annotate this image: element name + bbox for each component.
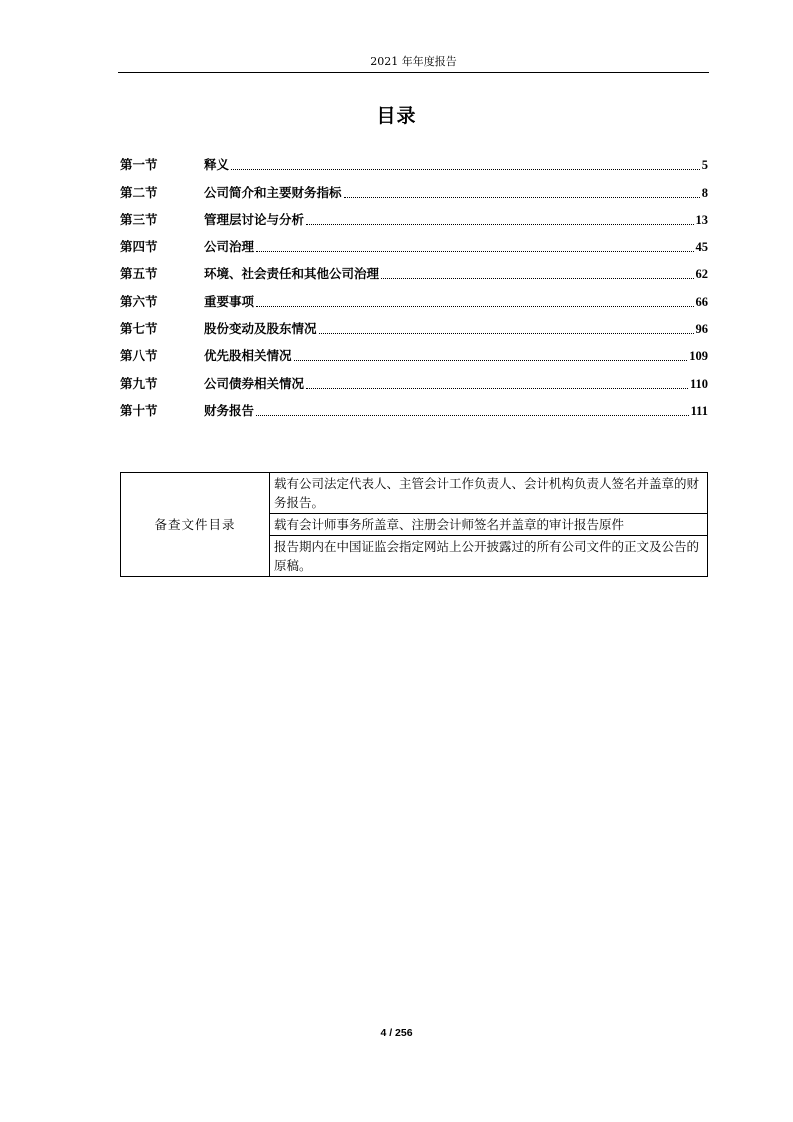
toc-page-number: 111: [690, 403, 708, 418]
toc-entry[interactable]: [120, 228, 708, 255]
toc-page-number: 13: [695, 212, 708, 227]
toc-entry[interactable]: [120, 337, 708, 364]
toc-page-number: 96: [695, 322, 708, 337]
toc-page-number: 45: [695, 240, 708, 255]
toc-entry[interactable]: [120, 173, 708, 200]
toc-page-number: 8: [701, 185, 708, 200]
toc-leader-dots: [344, 196, 700, 198]
toc-leader-dots: [256, 305, 693, 307]
toc-page-number: 110: [689, 376, 708, 391]
toc-page-number: 66: [695, 294, 708, 309]
toc-section-title: 重要事项: [204, 293, 255, 309]
reference-document-item: 载有公司法定代表人、主管会计工作负责人、会计机构负责人签名并盖章的财务报告。: [270, 473, 708, 514]
toc-section-number: 第五节: [120, 266, 158, 282]
table-row: [121, 473, 708, 514]
toc-section-title: 管理层讨论与分析: [204, 211, 305, 227]
toc-entry[interactable]: [120, 282, 708, 309]
reference-documents-table: [120, 472, 708, 577]
toc-leader-dots: [256, 250, 693, 252]
toc-section-title: 优先股相关情况: [204, 348, 292, 364]
reference-document-item: 报告期内在中国证监会指定网站上公开披露过的所有公司文件的正文及公告的原稿。: [270, 536, 708, 577]
toc-section-number: 第三节: [120, 211, 158, 227]
toc-entry[interactable]: [120, 310, 708, 337]
toc-section-title: 公司简介和主要财务指标: [204, 184, 342, 200]
toc-leader-dots: [231, 168, 700, 170]
toc-entry[interactable]: [120, 146, 708, 173]
toc-section-number: 第四节: [120, 239, 158, 255]
toc-section-number: 第七节: [120, 321, 158, 337]
toc-leader-dots: [306, 223, 693, 225]
table-of-contents: [120, 146, 708, 419]
reference-documents-label: 备查文件目录: [121, 473, 270, 577]
toc-section-title: 公司债券相关情况: [204, 375, 305, 391]
toc-section-number: 第十节: [120, 402, 158, 418]
toc-entry[interactable]: [120, 201, 708, 228]
page-title: 目录: [376, 105, 417, 127]
toc-leader-dots: [294, 359, 688, 361]
toc-section-title: 释义: [204, 157, 230, 173]
toc-entry[interactable]: [120, 255, 708, 282]
toc-leader-dots: [256, 414, 689, 416]
toc-page-number: 62: [695, 267, 708, 282]
toc-entry[interactable]: [120, 364, 708, 391]
toc-section-title: 环境、社会责任和其他公司治理: [204, 266, 380, 282]
toc-section-number: 第二节: [120, 184, 158, 200]
toc-section-title: 公司治理: [204, 239, 255, 255]
toc-leader-dots: [381, 277, 693, 279]
toc-section-number: 第一节: [120, 157, 158, 173]
toc-section-title: 财务报告: [204, 402, 255, 418]
toc-leader-dots: [306, 387, 688, 389]
toc-section-number: 第八节: [120, 348, 158, 364]
toc-page-number: 109: [689, 349, 708, 364]
toc-section-title: 股份变动及股东情况: [204, 321, 317, 337]
toc-section-number: 第六节: [120, 293, 158, 309]
page-header: 2021 年年度报告: [118, 52, 709, 73]
toc-section-number: 第九节: [120, 375, 158, 391]
toc-leader-dots: [319, 332, 694, 334]
toc-page-number: 5: [701, 158, 708, 173]
toc-entry[interactable]: [120, 392, 708, 419]
reference-document-item: 载有会计师事务所盖章、注册会计师签名并盖章的审计报告原件: [270, 514, 708, 536]
page-number: 4 / 256: [380, 1027, 413, 1039]
